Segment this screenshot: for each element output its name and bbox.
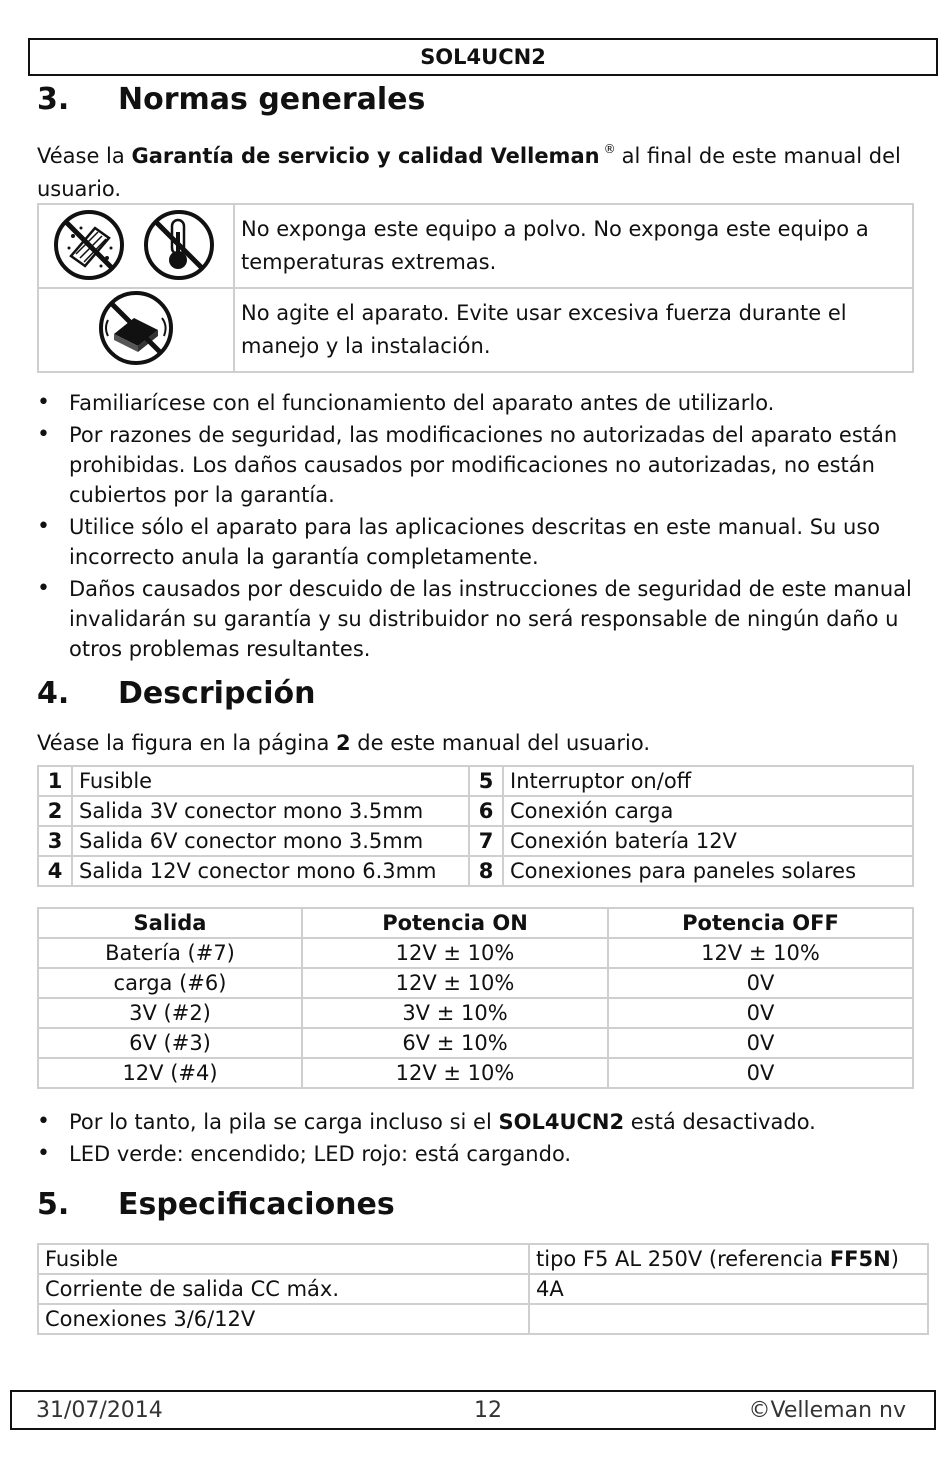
spec-value-text: 4A — [536, 1277, 564, 1301]
section-4-intro — [37, 727, 917, 760]
table-row — [38, 796, 913, 826]
part-label: Fusible — [72, 766, 469, 796]
intro-text: Véase la — [37, 144, 132, 168]
part-label: Interruptor on/off — [503, 766, 913, 796]
output-power-table — [37, 907, 914, 1089]
list-item: • Familiarícese con el funcionamiento del aparato antes de utilizarlo. — [37, 388, 917, 418]
part-label: Salida 3V conector mono 3.5mm — [72, 796, 469, 826]
spec-value-reference: FF5N — [829, 1247, 891, 1271]
spec-label: Fusible — [38, 1244, 529, 1274]
description-notes-list — [37, 1107, 917, 1171]
table-cell: 6V (#3) — [38, 1028, 302, 1058]
spec-value-text: ) — [890, 1247, 899, 1271]
document-footer — [10, 1390, 936, 1430]
table-row — [38, 826, 913, 856]
part-label: Conexión carga — [503, 796, 913, 826]
table-cell: 0V — [608, 1058, 913, 1088]
specifications-table — [37, 1243, 929, 1335]
table-row — [38, 1058, 913, 1088]
part-number: 1 — [38, 766, 72, 796]
spec-label: Corriente de salida CC máx. — [38, 1274, 529, 1304]
section-number: 4. — [37, 676, 70, 711]
list-item — [37, 1107, 917, 1137]
table-row — [38, 1244, 928, 1274]
table-cell: 0V — [608, 968, 913, 998]
part-number: 6 — [469, 796, 503, 826]
warning-icons-cell — [38, 288, 234, 372]
safety-warnings-table — [37, 203, 914, 373]
table-cell: 12V ± 10% — [608, 938, 913, 968]
table-row — [38, 998, 913, 1028]
column-header: Potencia ON — [302, 908, 608, 938]
registered-mark: ® — [603, 142, 616, 156]
table-row — [38, 1028, 913, 1058]
table-cell: 0V — [608, 998, 913, 1028]
section-3-heading — [37, 82, 425, 117]
parts-description-table — [37, 765, 914, 887]
spec-value-text: tipo F5 AL 250V (referencia — [536, 1247, 830, 1271]
spec-label: Conexiones 3/6/12V — [38, 1304, 529, 1334]
table-cell: 12V ± 10% — [302, 1058, 608, 1088]
spec-value — [529, 1244, 928, 1274]
part-number: 4 — [38, 856, 72, 886]
part-label: Conexiones para paneles solares — [503, 856, 913, 886]
part-number: 2 — [38, 796, 72, 826]
dust-prohibited-icon — [56, 212, 122, 278]
table-row — [38, 968, 913, 998]
note-text: está desactivado. — [624, 1110, 816, 1134]
part-number: 8 — [469, 856, 503, 886]
list-item: • Por razones de seguridad, las modificaciones no autorizadas del aparato están prohibidas. Los daños causados por modificaciones no autorizadas, no están cubiertos por la garantía. — [37, 420, 917, 510]
part-number: 7 — [469, 826, 503, 856]
page-reference: 2 — [335, 731, 351, 755]
warning-text: No exponga este equipo a polvo. No exponga este equipo a temperaturas extremas. — [234, 204, 913, 288]
warranty-name: Garantía de servicio y calidad Velleman — [131, 144, 600, 168]
part-label: Conexión batería 12V — [503, 826, 913, 856]
column-header: Salida — [38, 908, 302, 938]
table-cell: 12V (#4) — [38, 1058, 302, 1088]
table-cell: 3V (#2) — [38, 998, 302, 1028]
shaking-prohibited-icon — [96, 290, 176, 366]
list-item: • Utilice sólo el aparato para las aplicaciones descritas en este manual. Su uso incorrecto anula la garantía completamente. — [37, 512, 917, 572]
column-header: Potencia OFF — [608, 908, 913, 938]
table-cell: 12V ± 10% — [302, 968, 608, 998]
table-cell: 3V ± 10% — [302, 998, 608, 1028]
warning-text: No agite el aparato. Evite usar excesiva fuerza durante el manejo y la instalación. — [234, 288, 913, 372]
list-item: • LED verde: encendido; LED rojo: está cargando. — [37, 1139, 917, 1169]
dust-and-temperature-icons — [51, 208, 221, 280]
section-3-intro — [37, 133, 917, 206]
document-header — [28, 38, 938, 76]
extreme-temperature-prohibited-icon — [146, 212, 212, 278]
table-cell: 0V — [608, 1028, 913, 1058]
table-row — [38, 938, 913, 968]
section-4-heading — [37, 676, 315, 711]
note-text: Por lo tanto, la pila se carga incluso si el — [69, 1110, 499, 1134]
page-number: 12 — [474, 1398, 502, 1423]
warning-icons-cell — [38, 204, 234, 288]
warning-row — [38, 204, 913, 288]
part-label: Salida 12V conector mono 6.3mm — [72, 856, 469, 886]
part-number: 5 — [469, 766, 503, 796]
footer-date: 31/07/2014 — [36, 1398, 163, 1423]
spec-value — [529, 1304, 928, 1334]
intro-text: de este manual del usuario. — [350, 731, 651, 755]
table-row — [38, 856, 913, 886]
general-rules-list — [37, 388, 917, 666]
section-5-heading — [37, 1187, 395, 1222]
table-row — [38, 766, 913, 796]
warning-row — [38, 288, 913, 372]
section-title: Especificaciones — [118, 1187, 395, 1222]
table-row — [38, 1304, 928, 1334]
part-number: 3 — [38, 826, 72, 856]
section-title: Normas generales — [118, 82, 426, 117]
section-number: 3. — [37, 82, 70, 117]
table-cell: 12V ± 10% — [302, 938, 608, 968]
model-name: SOL4UCN2 — [420, 45, 546, 69]
model-name: SOL4UCN2 — [498, 1110, 625, 1134]
part-label: Salida 6V conector mono 3.5mm — [72, 826, 469, 856]
footer-copyright: ©Velleman nv — [748, 1398, 906, 1423]
section-number: 5. — [37, 1187, 70, 1222]
table-cell: 6V ± 10% — [302, 1028, 608, 1058]
intro-text: Véase la figura en la página — [37, 731, 336, 755]
table-row — [38, 1274, 928, 1304]
table-cell: carga (#6) — [38, 968, 302, 998]
list-item: • Daños causados por descuido de las instrucciones de seguridad de este manual invalidarán su garantía y su distribuidor no será responsable de ningún daño u otros problemas resultantes. — [37, 574, 917, 664]
section-title: Descripción — [118, 676, 316, 711]
spec-value — [529, 1274, 928, 1304]
table-cell: Batería (#7) — [38, 938, 302, 968]
table-header-row — [38, 908, 913, 938]
intro-text: al final de este manual del usuario. — [37, 144, 901, 201]
